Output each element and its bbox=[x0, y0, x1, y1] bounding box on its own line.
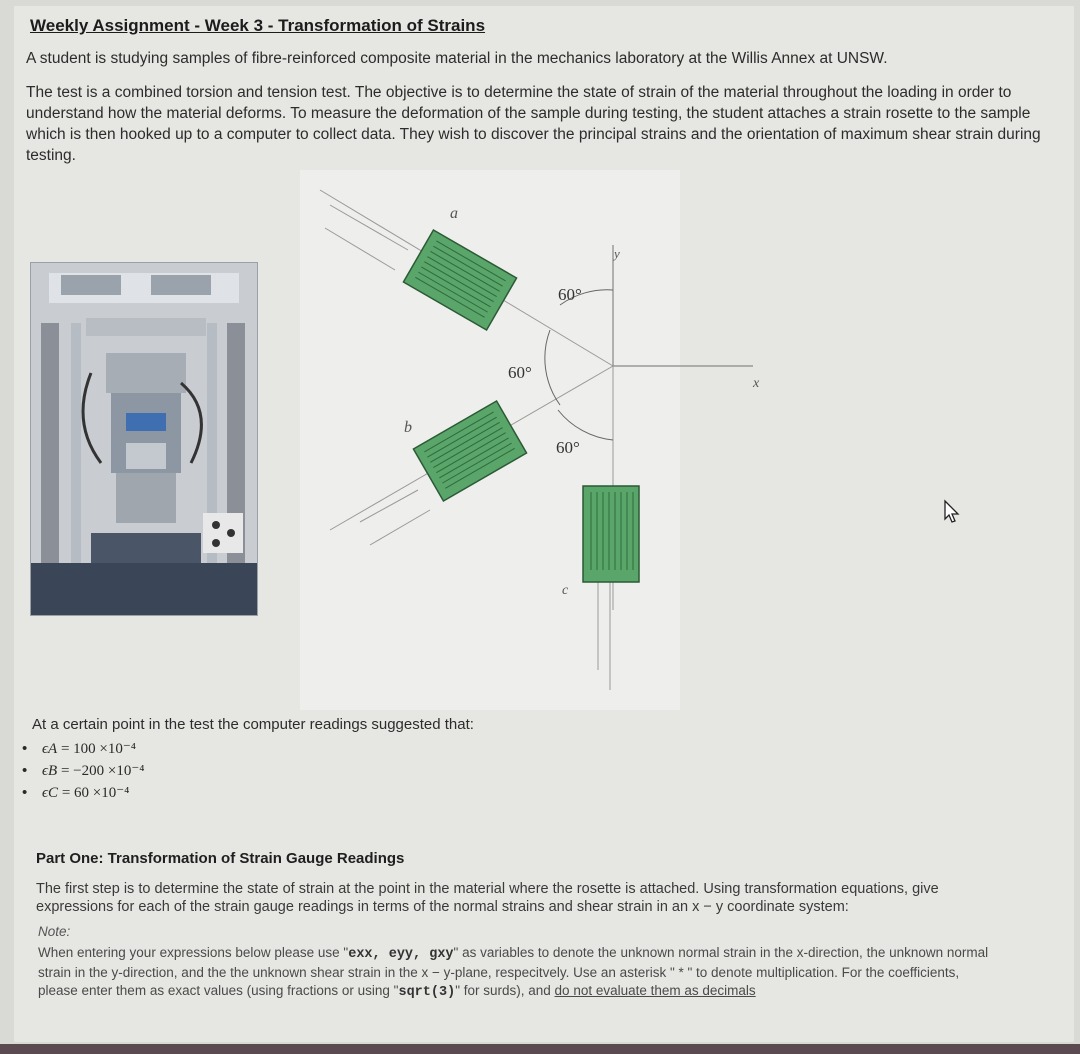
strain-readings-list bbox=[22, 738, 145, 804]
gauge-c-label: c bbox=[562, 583, 569, 598]
intro-paragraph-1: A student is studying samples of fibre-reinforced composite material in the mechanics laboratory at the Willis Annex at UNSW. bbox=[26, 50, 888, 67]
x-axis-label: x bbox=[753, 376, 760, 391]
intro-paragraph-2: The test is a combined torsion and tension test. The objective is to determine the state of strain of the material throughout the loading in order to understand how the material deforms. To measure the deformation of the sample during testing, the student attaches a strain rosette to the sample which is then hooked up to a computer to collect data. They wish to discover the principal strains and the orientation of maximum shear strain during testing. bbox=[26, 84, 1041, 164]
gauge-b-label: b bbox=[404, 419, 412, 436]
gauge-b bbox=[413, 401, 526, 501]
no-decimals-note: do not evaluate them as decimals bbox=[554, 983, 756, 998]
part-one-title: Part One: Transformation of Strain Gauge Readings bbox=[36, 850, 405, 867]
sqrt-example: sqrt(3) bbox=[398, 985, 456, 1000]
taskbar-edge bbox=[0, 1044, 1080, 1054]
assignment-title[interactable]: Weekly Assignment - Week 3 - Transformation of Strains bbox=[30, 16, 486, 35]
gauge-a bbox=[403, 230, 516, 330]
reading-symbol: ϵB bbox=[42, 763, 58, 779]
reading-value: = −200 ×10⁻⁴ bbox=[60, 763, 145, 779]
angle-label-1: 60° bbox=[558, 285, 582, 304]
note-label: Note: bbox=[38, 924, 71, 939]
variable-names: exx, eyy, gxy bbox=[348, 947, 454, 962]
note-body: When entering your expressions below please use "exx, eyy, gxy" as variables to denote the unknown normal strain in the x-direction, the unknown normal strain in the y-direction, and the the unknown shear strain in the x − y-plane, respecitvely. Use an asterisk " * " to denote multiplication. For the coefficients, please enter them as exact values (using fractions or using "sqrt(3)" for surds), and do not evaluate them as decimals bbox=[38, 945, 989, 1000]
reading-value: = 100 ×10⁻⁴ bbox=[60, 741, 137, 757]
readings-intro: At a certain point in the test the computer readings suggested that: bbox=[32, 716, 474, 733]
reading-epsilon-b: • ϵB = −200 ×10⁻⁴ bbox=[22, 762, 145, 779]
lab-test-machine-photo bbox=[30, 262, 258, 616]
mouse-pointer-icon bbox=[944, 500, 962, 529]
strain-rosette-diagram bbox=[300, 170, 760, 710]
gauge-a-label: a bbox=[450, 205, 458, 222]
part-one-body: The first step is to determine the state of strain at the point in the material where the rosette is attached. Using transformation equations, give expressions for each of the strain gauge readings in terms of the normal strains and shear strain in an x − y coordinate system: bbox=[36, 881, 939, 915]
reading-value: = 60 ×10⁻⁴ bbox=[61, 785, 130, 801]
reading-epsilon-c: • ϵC = 60 ×10⁻⁴ bbox=[22, 784, 130, 801]
reading-epsilon-a: • ϵA = 100 ×10⁻⁴ bbox=[22, 740, 137, 757]
gauge-c bbox=[583, 486, 639, 582]
angle-label-3: 60° bbox=[556, 438, 580, 457]
angle-label-2: 60° bbox=[508, 363, 532, 382]
y-axis-label: y bbox=[614, 246, 620, 261]
reading-symbol: ϵC bbox=[42, 785, 59, 801]
reading-symbol: ϵA bbox=[42, 741, 58, 757]
